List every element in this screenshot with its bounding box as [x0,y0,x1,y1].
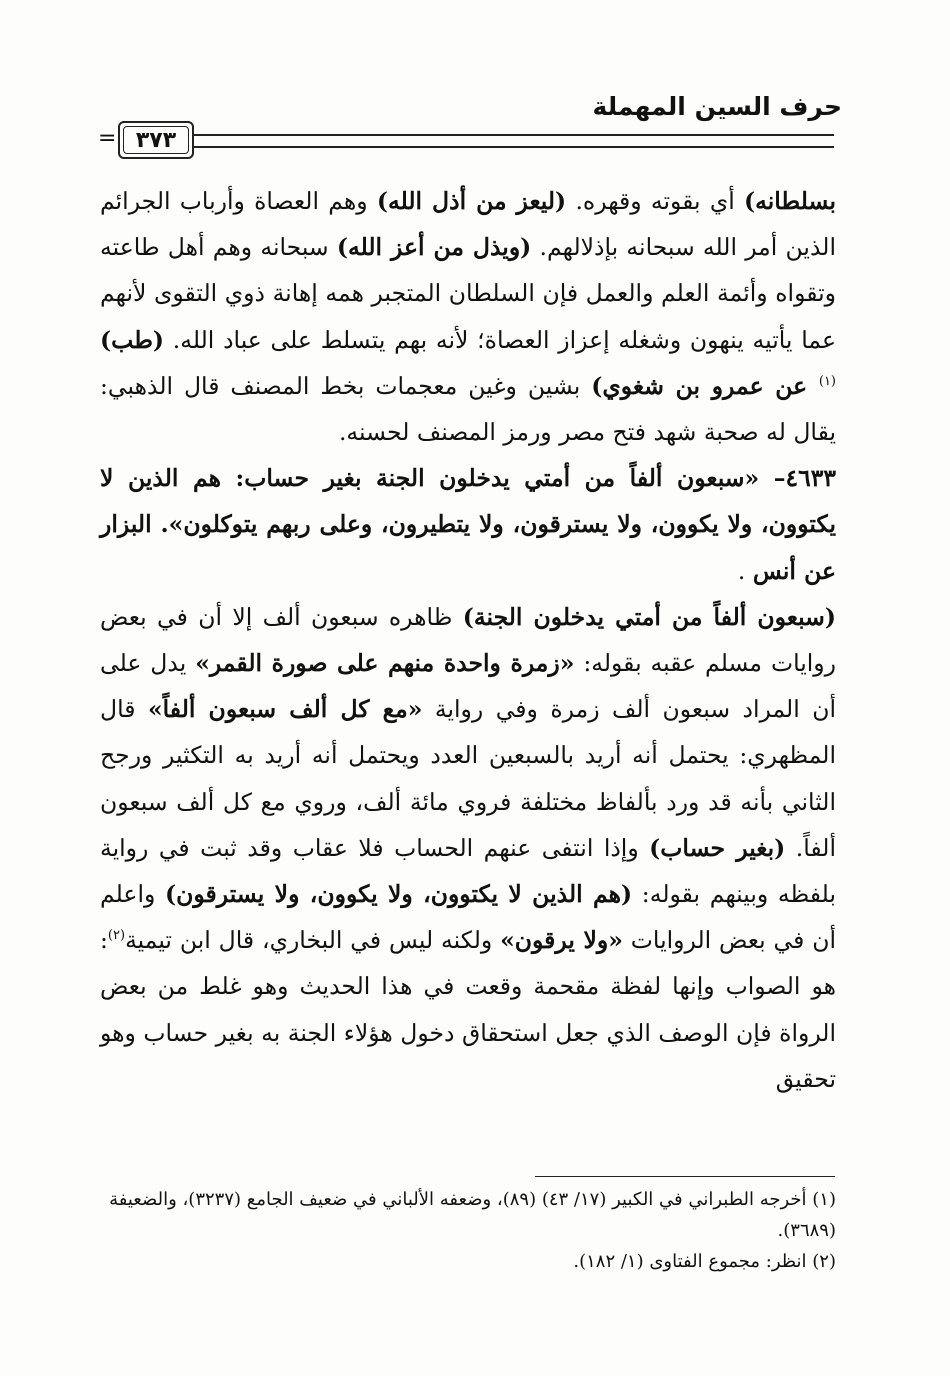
bold-phrase: «زمرة واحدة منهم على صورة القمر» [195,649,575,678]
bold-phrase: (ليعز من أذل الله) [376,187,567,215]
bold-phrase: «ولا يرقون» [500,926,623,955]
header-rule [192,134,834,148]
bold-phrase: بسلطانه) [744,187,836,215]
footnote-2: (٢) انظر: مجموع الفتاوى (١/ ١٨٢). [573,1251,836,1272]
footnotes [100,1184,836,1277]
text-run: وهم العصاة وأرباب الجرائم الذين أمر الله سبحانه بإذلالهم. [100,187,836,262]
text-run: واعلم أن في بعض الروايات [100,880,836,955]
hadith-text: ٤٦٣٣– «سبعون ألفاً من أمتي يدخلون الجنة بغير حساب: هم الذين لا يكتوون، ولا يكوون، ولا يسترقون، ولا يتطيرون، وعلى ربهم يتوكلون». البزار عن أنس [100,464,836,585]
text-run: : هو الصواب وإنها لفظة مقحمة وقعت في هذا الحديث وهو غلط من بعض الرواة فإن الوصف الذي جعل استحقاق دخول هؤلاء الجنة به بغير حساب وهو تحقيق [100,926,836,1093]
main-text [100,178,836,1102]
text-run: قال المظهري: يحتمل أنه أريد بالسبعين العدد ويحتمل أنه أريد به التكثير ورجح الثاني بأنه قد ورد بألفاظ مختلفة فروي مائة ألف، وروي مع كل ألف سبعون ألفاً. [100,695,836,862]
footnote-1: (١) أخرجه الطبراني في الكبير (١٧/ ٤٣) (٨٩)، وضعفه الألباني في ضعيف الجامع (٣٢٣٧)، والضعيفة (٣٦٨٩). [109,1189,836,1241]
bold-phrase: (سبعون ألفاً من أمتي يدخلون الجنة) [462,602,836,631]
page-number: ٣٧٣ [123,126,189,154]
footnote-ref-1[interactable]: (١) [818,373,836,389]
text-run: ولكنه ليس في البخاري، قال ابن تيمية [125,926,501,955]
running-header-title: حرف السين المهملة [592,92,842,121]
paragraph-1 [100,178,836,455]
bold-phrase: (بغير حساب) [649,833,786,862]
footnote-rule [535,1176,835,1177]
paragraph-3 [100,594,836,1102]
footnote-ref-2[interactable]: (٢) [107,928,126,944]
text-run: وإذا انتفى عنهم الحساب فلا عقاب وقد ثبت في رواية بلفظه وبينهم بقوله: [100,833,836,909]
text-run: أي بقوته وقهره. [566,187,745,215]
text-run: بشين وغين معجمات بخط المصنف قال الذهبي: يقال له صحبة شهد فتح مصر ورمز المصنف لحسنه. [100,371,836,447]
bold-phrase: «مع كل ألف سبعون ألفاً» [147,695,423,724]
text-run: سبحانه وهم أهل طاعته وتقواه وأئمة العلم والعمل فإن السلطان المتجبر همه إهانة ذوي التقوى لأنهم عما يأتيه ينهون وشغله إعزاز العصاة؛ لأنه بهم يتسلط على عباد الله. [100,233,836,354]
bold-phrase: (هم الذين لا يكتوون، ولا يكوون، ولا يسترقون) [164,880,633,909]
page-number-box [118,121,194,159]
source-abbrev: (طب) [100,325,165,354]
header-left-mark: = [98,126,117,151]
text-run: ظاهره سبعون ألف إلا أن في بعض روايات مسلم عقبه بقوله: [100,602,836,678]
text-run: يدل على أن المراد سبعون ألف زمرة وفي رواية [100,649,836,724]
bold-phrase: عن عمرو بن شغوي) [591,371,819,400]
hadith-4633 [100,455,836,594]
bold-phrase: (ويذل من أعز الله) [336,233,532,262]
text-run: . [737,556,753,585]
